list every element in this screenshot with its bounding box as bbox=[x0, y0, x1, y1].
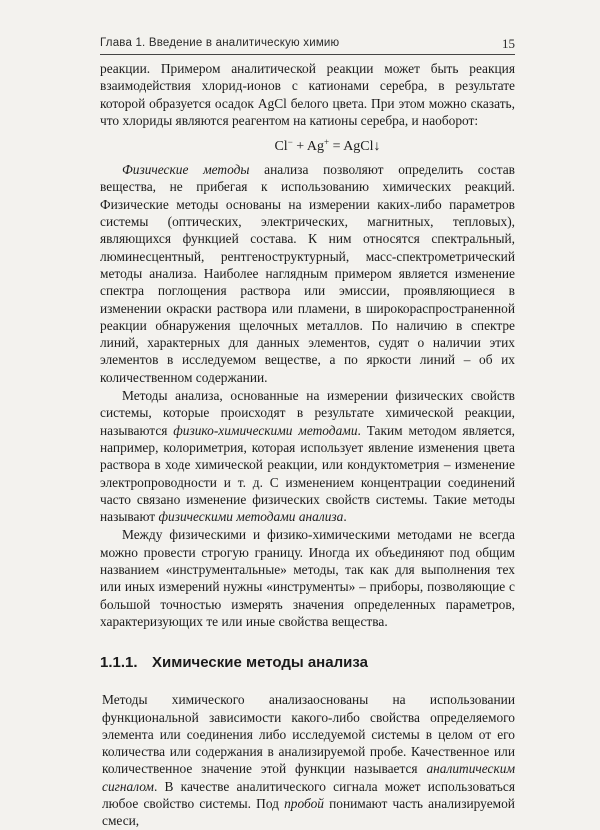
term-sample: пробой bbox=[284, 795, 324, 811]
paragraph-analytical-reaction: реакции. Примером аналитической реакции может быть реакция взаимодействия хлорид-ионов с катионами серебра, в результате которой образуется осадок AgCl белого цвета. При этом можно сказать, что хлориды являются реагентом на катионы серебра, и наоборот: bbox=[100, 61, 515, 128]
formula-product: = AgCl bbox=[329, 139, 374, 155]
formula-chloride-charge: − bbox=[287, 137, 293, 148]
precipitate-arrow-icon: ↓ bbox=[373, 139, 381, 155]
chemical-text-c: понимают часть анализируемой смеси, bbox=[102, 795, 515, 829]
paragraph-physical-methods-text: анализа позволяют определить состав вещества, не прибегая к использованию химических реакций. Физические методы основаны на измерении каких-либо параметров системы (оптических, электрических, магнитных, тепловых), являющихся функцией состава. К ним относятся спектральный, люминесцентный, рентгеноструктурный, масс-спектрометрический методы анализа. Наиболее наглядным примером является изменение спектра поглощения раствора или эмиссии, проявляющиеся в изменении окраски раствора или пламени, в широкораспространенной реакции обнаружения щелочных металлов. По наличию в спектре линий, характерных для данных элементов, судят о наличии этих элементов в исследуемом веществе, а по яркости линий – об их количественном содержании. bbox=[100, 162, 515, 385]
term-physical-analysis-methods: физическими методами анализа bbox=[158, 509, 344, 525]
physchem-text-c: . bbox=[343, 509, 347, 525]
formula-silver-charge: + bbox=[324, 137, 330, 148]
physchem-text-a: Методы анализа, основанные на измерении физических свойств системы, которые происходят в результате химической реакции, называются bbox=[100, 388, 515, 438]
term-physical-methods: Физические методы bbox=[122, 162, 250, 178]
page-number: 15 bbox=[502, 36, 515, 51]
paragraph-physchem-methods bbox=[100, 387, 515, 525]
running-header bbox=[100, 36, 515, 55]
section-number: 1.1.1. bbox=[100, 654, 138, 672]
term-analytical-signal: аналитическим сигналом bbox=[102, 761, 515, 794]
chemical-text-b: . В качестве аналитического сигнала может использоваться любое свойство системы. Под bbox=[102, 778, 515, 811]
paragraph-physical-methods bbox=[100, 161, 515, 386]
chapter-title: Глава 1. Введение в аналитическую химию bbox=[100, 37, 340, 49]
formula-chloride: Cl bbox=[274, 139, 288, 155]
paragraph-chemical-methods bbox=[100, 691, 515, 829]
section-heading bbox=[100, 653, 515, 673]
formula-silver: + Ag bbox=[292, 139, 324, 155]
paragraph-instrumental-methods: Между физическими и физико-химическими методами не всегда можно провести строгую границу. Иногда их объединяют под общим названием «инструментальные» методы, так как для выполнения тех или иных измерений нужны «инструменты» – приборы, позволяющие с большой точностью измерять значения определенных параметров, характеризующих те или иные свойства вещества. bbox=[100, 527, 515, 629]
page-body bbox=[100, 60, 515, 830]
term-physchem-methods: физико-химическими методами bbox=[173, 422, 358, 438]
physchem-text-b: . Таким методом является, например, колориметрия, которая использует явление изменения цвета раствора в ходе химической реакции, или кондуктометрия – изменение электропроводности и т. д. С изменением концентрации соединений часто связано изменение физических свойств системы. Такие методы называют bbox=[100, 422, 515, 525]
chemical-text-a: Методы химического анализаоснованы на использовании функциональной зависимости какого-либо свойства определяемого элемента или соединения либо исследуемой системы в целом от его количества или содержания в анализируемой пробе. Качественное или количественное значение этой функции называется bbox=[102, 692, 515, 777]
section-title: Химические методы анализа bbox=[152, 654, 368, 672]
reaction-equation bbox=[100, 133, 515, 156]
